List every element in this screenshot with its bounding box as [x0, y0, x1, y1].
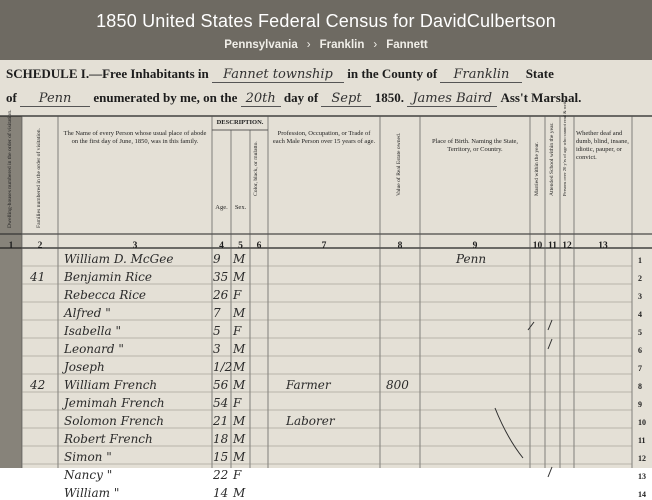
row-number: 9	[638, 400, 642, 409]
col-school-head: Attended School within the year.	[549, 122, 555, 196]
row-number: 10	[638, 418, 646, 427]
cell-age: 22	[213, 468, 229, 482]
schedule-line-2	[6, 90, 581, 107]
cell-name: Solomon French	[64, 414, 164, 428]
cell-name: Alfred "	[64, 306, 111, 320]
row-number: 12	[638, 454, 646, 463]
cell-age: 7	[213, 306, 221, 320]
cell-name: Rebecca Rice	[64, 288, 147, 302]
col-occupation-head: Profession, Occupation, or Trade of each Male Person over 15 years of age.	[272, 130, 376, 145]
cell-age: 21	[213, 414, 229, 428]
state-value: Penn	[20, 91, 90, 107]
row-number: 11	[638, 436, 646, 445]
page-header	[0, 0, 652, 60]
cell-name: William French	[64, 378, 158, 392]
breadcrumb-township[interactable]: Fannett	[386, 39, 428, 51]
cell-age: 3	[213, 342, 221, 356]
cell-sex: F	[233, 288, 242, 302]
cell-age: 5	[213, 324, 221, 338]
cell-age: 56	[213, 378, 229, 392]
row-number: 14	[638, 490, 646, 499]
col-number: 5	[238, 241, 243, 251]
col-description-head: DESCRIPTION.	[216, 119, 264, 126]
col-number: 10	[532, 241, 543, 251]
cell-occupation: Laborer	[286, 414, 335, 428]
cell-sex: M	[233, 252, 246, 266]
cell-age: 26	[213, 288, 229, 302]
year-value: 1850.	[374, 90, 404, 105]
cell-age: 14	[213, 486, 229, 500]
cell-family: 42	[30, 378, 46, 392]
chevron-right-icon: ›	[306, 39, 311, 51]
row-number: 1	[638, 256, 642, 265]
census-image[interactable]	[0, 60, 652, 500]
cell-name: Isabella "	[64, 324, 121, 338]
cell-sex: F	[233, 324, 242, 338]
col-color-head: Color, black, or mulatto.	[253, 141, 259, 196]
breadcrumb-state[interactable]: Pennsylvania	[224, 39, 298, 51]
cell-sex: F	[233, 468, 242, 482]
cell-name: Leonard "	[64, 342, 124, 356]
col-number: 9	[472, 241, 478, 251]
col-family-head: Families numbered in the order of visitation.	[36, 128, 42, 228]
row-number: 2	[638, 274, 642, 283]
col-birth-head: Place of Birth. Naming the State, Territory, or Country.	[431, 138, 519, 153]
cell-sex: M	[233, 414, 246, 428]
cell-sex: F	[233, 396, 242, 410]
cell-name: Nancy "	[64, 468, 113, 482]
col-age-head: Age.	[215, 204, 228, 211]
row-number: 5	[638, 328, 642, 337]
col-dwelling-head: Dwelling-houses numbered in the order of visitation.	[7, 109, 13, 228]
col-illiterate-head: Persons over 20 y'rs of age who cannot read & write.	[562, 98, 567, 196]
marshal-name: James Baird	[407, 91, 497, 107]
col-number: 2	[37, 241, 43, 251]
col-number: 1	[8, 241, 14, 251]
cell-birth: Penn	[456, 252, 487, 266]
cell-occupation: Farmer	[286, 378, 331, 392]
col-married-head: Married within the year.	[534, 141, 540, 196]
cell-name: Joseph	[64, 360, 105, 374]
cell-sex: M	[233, 360, 246, 374]
month-value: Sept	[321, 91, 371, 107]
cell-sex: M	[233, 270, 246, 284]
cell-sex: M	[233, 342, 246, 356]
cell-sex: M	[233, 378, 246, 392]
col-number: 13	[598, 241, 608, 251]
cell-name: Jemimah French	[64, 396, 165, 410]
cell-family: 41	[30, 270, 46, 284]
chevron-right-icon: ›	[373, 39, 378, 51]
cell-age: 15	[213, 450, 229, 464]
cell-sex: M	[233, 486, 246, 500]
cell-sex: M	[233, 432, 246, 446]
day-of-label: day of	[283, 90, 319, 105]
col-number: 11	[548, 241, 557, 251]
cell-age: 9	[213, 252, 221, 266]
township-value: Fannet township	[212, 67, 344, 83]
schedule-title: SCHEDULE I.	[6, 66, 90, 81]
county-value: Franklin	[440, 67, 522, 83]
col-number: 8	[397, 241, 403, 251]
cell-name: Benjamin Rice	[64, 270, 152, 284]
cell-age: 1/2	[213, 360, 233, 374]
cell-sex: M	[233, 450, 246, 464]
page-title: 1850 United States Federal Census for DavidCulbertson	[96, 11, 556, 31]
cell-age: 35	[213, 270, 229, 284]
of-label: of	[6, 90, 17, 105]
cell-age: 18	[213, 432, 229, 446]
col-number: 6	[256, 241, 262, 251]
cell-name: Simon "	[64, 450, 112, 464]
breadcrumb-county[interactable]: Franklin	[319, 39, 365, 51]
col-sex-head: Sex.	[234, 204, 247, 211]
row-number: 7	[638, 364, 642, 373]
row-number: 8	[638, 382, 642, 391]
day-value: 20th	[241, 91, 281, 107]
col-number: 7	[321, 241, 327, 251]
row-number: 3	[638, 292, 642, 301]
cell-name: William D. McGee	[64, 252, 174, 266]
free-inhabitants-label: —Free Inhabitants in	[89, 66, 209, 81]
cell-name: William "	[64, 486, 120, 500]
col-name-head: The Name of every Person whose usual place of abode on the first day of June, 1850, was in this family.	[63, 130, 207, 145]
breadcrumb	[0, 39, 652, 51]
col-number: 4	[219, 241, 224, 251]
enumerated-label: enumerated by me, on the	[93, 90, 238, 105]
cell-name: Robert French	[64, 432, 153, 446]
row-number: 4	[638, 310, 642, 319]
schedule-line-1	[6, 66, 554, 83]
county-label: in the County of	[347, 66, 438, 81]
row-number: 13	[638, 472, 646, 481]
cell-value: 800	[386, 378, 409, 392]
cell-age: 54	[213, 396, 229, 410]
marshal-label: Ass't Marshal.	[500, 90, 582, 105]
state-label: State	[525, 66, 554, 81]
col-number: 12	[562, 241, 572, 251]
cell-sex: M	[233, 306, 246, 320]
col-condition-head: Whether deaf and dumb, blind, insane, idiotic, pauper, or convict.	[576, 130, 629, 161]
col-value-head: Value of Real Estate owned.	[396, 132, 402, 196]
row-number: 6	[638, 346, 642, 355]
col-number: 3	[132, 241, 138, 251]
